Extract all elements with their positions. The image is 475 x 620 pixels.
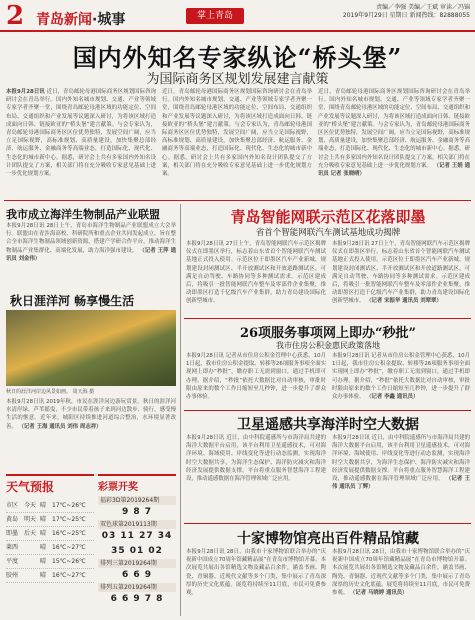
lottery-name: 双色球第2019113期 bbox=[98, 520, 176, 529]
column-divider bbox=[180, 204, 181, 616]
weather-row bbox=[6, 513, 94, 527]
story4-tag: （记者 王伟 通讯员 丁辉） bbox=[332, 476, 470, 491]
story3-body: 本报9月28日讯 记者从市住房公积金管理中心获悉，10月1日起，我市住房公积金提取、转移等26项服务事项全面实现网上即办“秒批”，缴存职工无需到窗口，通过手机即可办理。据介绍，“秒批”依托大数据比对自动审核，审批时限由原来的数个工作日缩短至几秒钟，进一步提升了群众办事体验。 bbox=[186, 353, 326, 401]
weather-city: 即墨 bbox=[6, 530, 19, 537]
weather-row bbox=[6, 541, 94, 555]
page-number: 2 bbox=[6, 1, 25, 31]
divider-story4 bbox=[184, 523, 471, 524]
lottery-rows bbox=[98, 496, 176, 607]
sidebar2-body bbox=[6, 398, 176, 468]
main-story-col2 bbox=[162, 88, 312, 196]
story3-tag: （记者 李鑫 通讯员） bbox=[366, 394, 419, 401]
sidebar1-title: 我市成立海洋生物制品产业联盟 bbox=[6, 208, 160, 221]
main-story-col1 bbox=[6, 88, 156, 196]
story3-title: 26项服务事项网上即办“秒批” bbox=[239, 326, 417, 341]
weather-temp: 15℃~26℃ bbox=[52, 558, 86, 565]
divider-main bbox=[4, 200, 471, 201]
date-line: 2019年9月29日 星期日 新闻热线：82888055 bbox=[342, 12, 470, 19]
story2-body: 本报9月28日讯 27日上午，青岛智能网联汽车示范区揭牌仪式在即墨区举行，标志着山东省首个智能网联汽车测试基地正式投入使用。示范区位于即墨区汽车产业新城，规划建设封闭测试区、半开放测试区和开放道路测试区，可满足自动驾驶、车路协同等多种测试需求。示范区建成后，将吸引一批智能网联汽车整车及零部件企业集聚，推动即墨区打造千亿级汽车产业集群，助力青岛建设国际化创新型城市。 bbox=[186, 241, 326, 305]
main-story-col3 bbox=[318, 88, 470, 196]
story2-title: 青岛智能网联示范区花落即墨 bbox=[230, 208, 426, 226]
weather-cond: 晴 bbox=[40, 544, 47, 551]
story4-body-cont: 本报9月28日讯 近日，由中科院遥感所与市海洋局共建的海洋大数据平台启用，该平台利用卫星遥感技术，可对海洋环境、海域使用、岸线变化等进行动态监测，实现海洋时空大数据共享，为海洋生态保护、海洋防灾减灾和海洋经济发展提供数据支撑。平台将重点服务智慧海洋工程建设，推动遥感数据在海洋管理领域广泛应用。 bbox=[332, 435, 470, 483]
sidebar1-tag: （记者 王萍 通讯员 刘金伟） bbox=[6, 247, 176, 262]
story5-body: 本报9月28日讯 28日，由我市十家博物馆联合举办的“庆祝新中国成立70周年馆藏精品展”在青岛市博物馆开幕。本次展览共展出各馆精选文物及藏品百余件，涵盖书画、陶瓷、青铜器、近现代文献等多个门类，集中展示了青岛深厚的历史文化底蕴。展览将持续至11月底，市民可免费参观。 bbox=[186, 549, 326, 597]
editor-line: 责编／李强 美编／王斌 审读／冯锦 bbox=[376, 4, 470, 11]
weather-temp: 16℃~25℃ bbox=[52, 530, 86, 537]
weather-city: 胶州 bbox=[6, 572, 19, 579]
weather-row bbox=[6, 569, 94, 583]
story5-body-cont: 本报9月28日讯 28日，由我市十家博物馆联合举办的“庆祝新中国成立70周年馆藏精品展”在青岛市博物馆开幕。本次展览共展出各馆精选文物及藏品百余件，涵盖书画、陶瓷、青铜器、近现代文献等多个门类，集中展示了青岛深厚的历史文化底蕴。展览将持续至11月底，市民可免费参观。 bbox=[332, 549, 470, 597]
weather-day: 明天 bbox=[24, 516, 37, 523]
weather-day: 今天 bbox=[24, 502, 37, 509]
weather-row bbox=[6, 555, 94, 569]
paper-name: 青岛新闻 bbox=[36, 12, 92, 28]
main-body: 近日，青岛邮轮母港国际商务区规划国际咨询研讨会在青岛举行。国内外知名城市规划、交通、产业等领域专家学者齐聚一堂，围绕青岛邮轮母港区域的功能定位、空间布局、交通组织和产业发展等议题深入研讨，为将该区域打造成面向日韩、链接欧亚的“桥头堡”建言献策。与会专家认为，青岛邮轮母港国际商务区区位优势独特，发展空间广阔，应当立足国际视野，高标准规划、高质量建设，加快集聚总部经济、航运服务、金融商务等高端业态，打造国际化、现代化、生态化的城市新中心。据悉，研讨会上共有多家国内外知名设计团队提交了方案，相关部门将在充分吸收专家意见基础上进一步优化规划方案。 bbox=[6, 89, 156, 178]
story3-col2 bbox=[332, 352, 470, 406]
lottery-title: 彩票开奖 bbox=[98, 482, 138, 493]
photo-caption: 秋日的涯洋河岸边风景如画。 周天海 摄 bbox=[6, 389, 95, 395]
main-body-cont2: 近日，青岛邮轮母港国际商务区规划国际咨询研讨会在青岛举行。国内外知名城市规划、交通、产业等领域专家学者齐聚一堂，围绕青岛邮轮母港区域的功能定位、空间布局、交通组织和产业发展等议题深入研讨，为将该区域打造成面向日韩、链接欧亚的“桥头堡”建言献策。与会专家认为，青岛邮轮母港国际商务区区位优势独特，发展空间广阔，应当立足国际视野，高标准规划、高质量建设，加快集聚总部经济、航运服务、金融商务等高端业态，打造国际化、现代化、生态化的城市新中心。据悉，研讨会上共有多家国内外知名设计团队提交了方案，相关部门将在充分吸收专家意见基础上进一步优化规划方案。 bbox=[318, 89, 470, 169]
story5-tag: （记者 马晓婷 通讯员） bbox=[349, 590, 408, 597]
story3-col1 bbox=[186, 352, 326, 406]
weather-cond: 晴 bbox=[40, 502, 47, 509]
weather-day: 后天 bbox=[24, 530, 37, 537]
weather-day bbox=[24, 541, 40, 554]
story5-col1 bbox=[186, 548, 326, 616]
divider-story2 bbox=[184, 318, 471, 319]
lottery-box bbox=[98, 474, 176, 614]
story2-col2 bbox=[332, 240, 470, 314]
weather-cond: 晴 bbox=[40, 530, 47, 537]
weather-temp: 17℃~26℃ bbox=[52, 502, 86, 509]
story5-title: 十家博物馆亮出百件精品馆藏 bbox=[237, 531, 419, 547]
story2-col1 bbox=[186, 240, 326, 314]
main-subhead: 为国际商务区规划发展建言献策 bbox=[146, 72, 329, 87]
weather-cond: 晴 bbox=[40, 572, 47, 579]
section-name bbox=[36, 9, 125, 29]
lottery-name: 福彩3D第2019264期 bbox=[98, 496, 176, 505]
section-label: ·城事 bbox=[92, 12, 126, 28]
story2-subtitle: 省首个智能网联汽车测试基地成功揭牌 bbox=[255, 228, 401, 238]
story3-body-cont: 本报9月28日讯 记者从市住房公积金管理中心获悉，10月1日起，我市住房公积金提取、转移等26项服务事项全面实现网上即办“秒批”，缴存职工无需到窗口，通过手机即可办理。据介绍，“秒批”依托大数据比对自动审核，审批时限由原来的数个工作日缩短至几秒钟，进一步提升了群众办事体验。 bbox=[332, 353, 470, 401]
sidebar2-title: 秋日涯洋河 畅享慢生活 bbox=[10, 294, 135, 308]
weather-temp: 16℃~27℃ bbox=[52, 544, 86, 551]
story2-body-cont: 本报9月28日讯 27日上午，青岛智能网联汽车示范区揭牌仪式在即墨区举行，标志着山东省首个智能网联汽车测试基地正式投入使用。示范区位于即墨区汽车产业新城，规划建设封闭测试区、半开放测试区和开放道路测试区，可满足自动驾驶、车路协同等多种测试需求。示范区建成后，将吸引一批智能网联汽车整车及零部件企业集聚，推动即墨区打造千亿级汽车产业集群，助力青岛建设国际化创新型城市。 bbox=[332, 241, 470, 305]
lottery-numbers: 9 8 7 bbox=[121, 507, 153, 517]
weather-row bbox=[6, 527, 94, 541]
weather-temp: 16℃~27℃ bbox=[52, 572, 86, 579]
story3-subtitle: 我市住房公积金惠民政策落地 bbox=[276, 341, 380, 350]
sidebar1-text: 本报9月28日讯 28日上午，青岛市海洋生物制品产业联盟成立大会举行。联盟由在青涉海高校、科研院所和重点企业共同发起成立，旨在整合全市海洋生物制品领域创新资源，搭建产学研合作平台，推动海洋生物制品产业集群化、高端化发展，助力海洋强市建设。 bbox=[6, 223, 176, 254]
divider-story3 bbox=[184, 410, 471, 411]
app-logo: 掌上青岛 bbox=[186, 8, 244, 24]
weather-title: 天气预报 bbox=[6, 480, 55, 494]
weather-rows bbox=[6, 499, 94, 583]
editor-info bbox=[262, 4, 470, 20]
weather-box bbox=[6, 474, 94, 614]
main-headline: 国内外知名专家纵论“桥头堡” bbox=[72, 43, 403, 72]
sidebar2-tag: （记者 王海 通讯员 刘伟 周志祥） bbox=[18, 423, 102, 430]
story4-col2 bbox=[332, 434, 470, 520]
weather-cond: 晴 bbox=[40, 516, 47, 523]
weather-day bbox=[24, 555, 40, 568]
story4-body: 本报9月28日讯 近日，由中科院遥感所与市海洋局共建的海洋大数据平台启用，该平台利用卫星遥感技术，可对海洋环境、海域使用、岸线变化等进行动态监测，实现海洋时空大数据共享，为海洋生态保护、海洋防灾减灾和海洋经济发展提供数据支撑。平台将重点服务智慧海洋工程建设，推动遥感数据在海洋管理领域广泛应用。 bbox=[186, 435, 326, 483]
main-tag: （记者 王娟 通讯员 记者 张晓晴） bbox=[318, 162, 470, 178]
sidebar1-body bbox=[6, 222, 176, 284]
story4-col1 bbox=[186, 434, 326, 520]
main-byline: 本报9月28日讯 bbox=[6, 89, 45, 95]
weather-city: 莱西 bbox=[6, 544, 19, 551]
weather-temp: 17℃~25℃ bbox=[52, 516, 86, 523]
lottery-numbers: 6 6 9 bbox=[121, 570, 153, 580]
main-body-cont: 近日，青岛邮轮母港国际商务区规划国际咨询研讨会在青岛举行。国内外知名城市规划、交通、产业等领域专家学者齐聚一堂，围绕青岛邮轮母港区域的功能定位、空间布局、交通组织和产业发展等议题深入研讨，为将该区域打造成面向日韩、链接欧亚的“桥头堡”建言献策。与会专家认为，青岛邮轮母港国际商务区区位优势独特，发展空间广阔，应当立足国际视野，高标准规划、高质量建设，加快集聚总部经济、航运服务、金融商务等高端业态，打造国际化、现代化、生态化的城市新中心。据悉，研讨会上共有多家国内外知名设计团队提交了方案，相关部门将在充分吸收专家意见基础上进一步优化规划方案。 bbox=[162, 89, 312, 178]
sidebar2-text: 本报9月28日讯 2019年秋，市民在涯洋河边游玩赏景。秋日的涯洋河水清岸绿，芦苇摇曳，不少市民带着孩子来到河边散步、骑行，感受慢生活的惬意。近年来，城阳区持续推进河道综合整治，水环境显著改善。 bbox=[6, 399, 176, 430]
river-photo bbox=[6, 310, 176, 386]
weather-cond: 晴 bbox=[40, 558, 47, 565]
lottery-numbers: 6 6 9 7 8 bbox=[110, 594, 164, 604]
story4-title: 卫星遥感共享海洋时空大数据 bbox=[237, 417, 419, 433]
story5-col2 bbox=[332, 548, 470, 616]
weather-day bbox=[24, 569, 40, 582]
lottery-name: 排列五第2019264期 bbox=[98, 583, 176, 592]
weather-city: 黄岛 bbox=[6, 516, 19, 523]
weather-city: 市区 bbox=[6, 502, 19, 509]
lottery-name: 排列三第2019264期 bbox=[98, 559, 176, 568]
weather-city: 平度 bbox=[6, 558, 19, 565]
lottery-numbers: 03 11 27 34 35 01 02 bbox=[101, 531, 173, 556]
weather-row bbox=[6, 499, 94, 513]
story2-tag: （记者 宋振华 通讯员 刘翠翠） bbox=[366, 298, 442, 305]
